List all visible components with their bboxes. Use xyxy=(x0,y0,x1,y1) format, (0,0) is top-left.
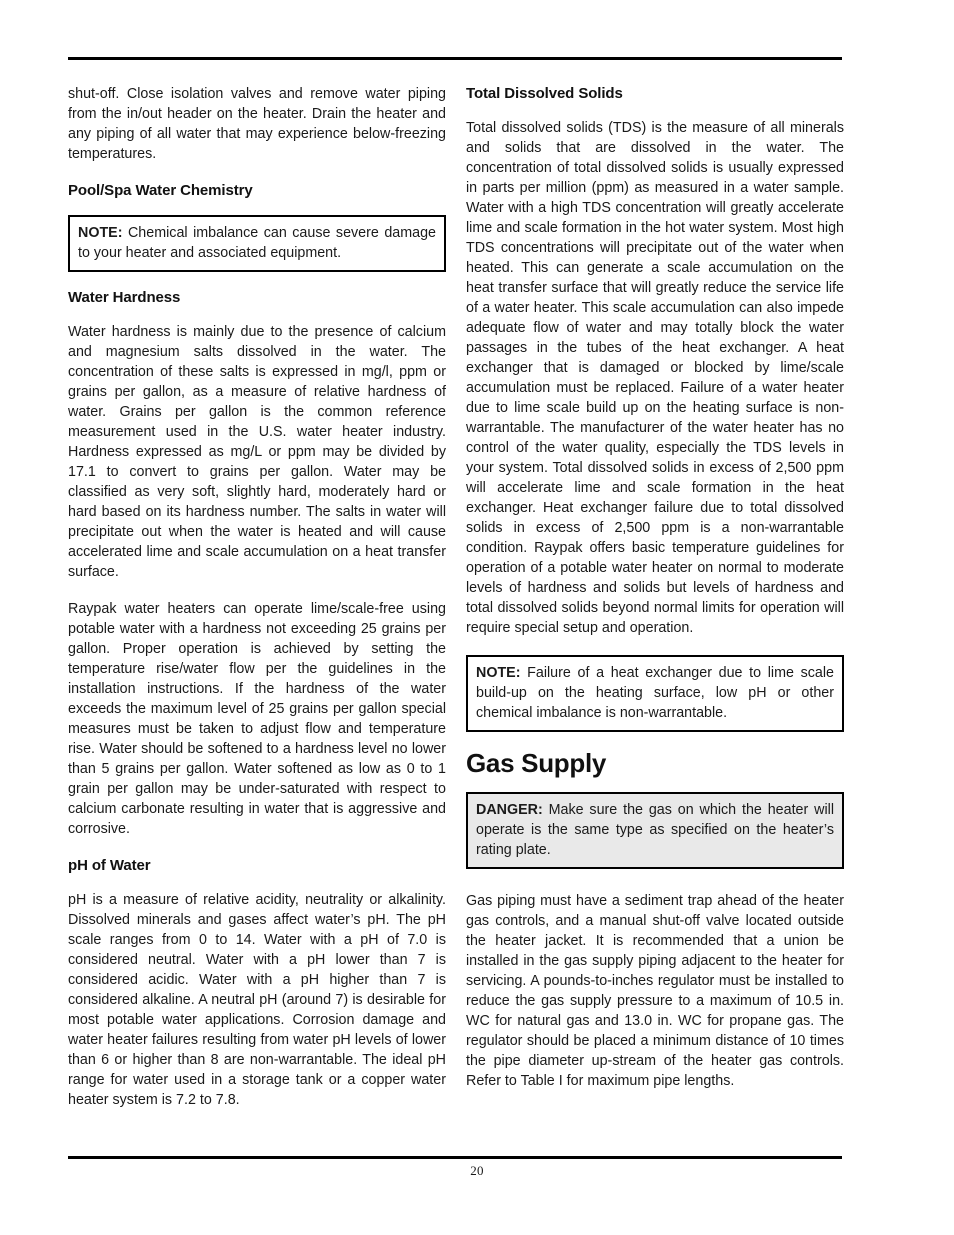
note-body: Chemical imbalance can cause severe damage to your heater and associated equipment. xyxy=(78,225,436,261)
heading-total-dissolved-solids: Total Dissolved Solids xyxy=(466,85,623,102)
heading-ph-of-water: pH of Water xyxy=(68,857,151,874)
header-rule xyxy=(68,57,842,60)
danger-keyword: DANGER: xyxy=(476,802,543,818)
note-keyword: NOTE: xyxy=(78,225,123,241)
paragraph-water-hardness-2: Raypak water heaters can operate lime/scale-free using potable water with a hardness not exceeding 25 grains per gallon. Proper operation is achieved by setting the temperature rise/water flow per the guidelines in the installation instructions. If the hardness of the water exceeds the maximum level of 25 grains per gallon special measures must be taken to adjust flow and temperature rise. Water should be softened to a hardness level no lower than 5 grains per gallon. Water softened as low as 0 to 1 grain per gallon may be under-saturated with respect to calcium carbonate resulting in water that is aggressive and corrosive. xyxy=(68,601,446,837)
note-chemical-imbalance xyxy=(68,215,446,272)
page-number: 20 xyxy=(470,1163,484,1178)
note-keyword: NOTE: xyxy=(476,665,521,681)
section-title-gas-supply: Gas Supply xyxy=(466,748,607,778)
footer-rule xyxy=(68,1156,842,1159)
danger-gas-type-text xyxy=(476,800,834,860)
left-column xyxy=(68,84,446,1110)
heading-water-hardness: Water Hardness xyxy=(68,289,181,306)
paragraph-total-dissolved-solids: Total dissolved solids (TDS) is the measure of all minerals and solids that are dissolved in the water. The concentration of total dissolved solids is usually expressed in parts per million (ppm) as measured in a water sample. Water with a high TDS concentration will greatly accelerate lime and scale formation in the hot water system. Most high TDS concentrations will precipitate out of the water when heated. This can generate a scale accumulation on the heat transfer surface that will greatly reduce the service life of a water heater. This scale accumulation can also impede adequate flow of water and may totally block the water passages in the tubes of the heat exchanger. A heat exchanger that is damaged or blocked by lime/scale accumulation must be replaced. Failure of a water heater due to lime scale build up on the heating surface is non-warrantable. The manufacturer of the water heater has no control of the water quality, especially the TDS levels in your system. Total dissolved solids in excess of 2,500 ppm will accelerate lime and scale formation in the heat exchanger. Heat exchanger failure due to total dissolved solids in excess of 2,500 ppm is a non-warrantable condition. Raypak offers basic temperature guidelines for operation of a potable water heater on normal to moderate levels of hardness and solids but levels of hardness and total dissolved solids beyond normal limits for operation will require special setup and operation. xyxy=(466,120,844,636)
danger-body: Make sure the gas on which the heater will operate is the same type as specified on the heater’s rating plate. xyxy=(476,802,834,858)
paragraph-shutoff: shut-off. Close isolation valves and remove water piping from the in/out header on the heater. Drain the heater and any piping of all water that may experience below-freezing temperatures. xyxy=(68,86,446,162)
danger-gas-type xyxy=(466,792,844,869)
note-body: Failure of a heat exchanger due to lime scale build-up on the heating surface, low pH or other chemical imbalance is non-warrantable. xyxy=(476,665,834,721)
paragraph-water-hardness-1: Water hardness is mainly due to the presence of calcium and magnesium salts dissolved in the water. The concentration of these salts is expressed in mg/l, ppm or grains per gallon, as a measure of relative hardness of water. Grains per gallon is the common reference measurement used in the U.S. water heater industry. Hardness expressed as mg/L or ppm may be divided by 17.1 to convert to grains per gallon. Water may be classified as very soft, slightly hard, moderately hard or hard based on its hardness number. The salts in water will precipitate out when the water is heated and will cause accelerated lime and scale accumulation on a heat transfer surface. xyxy=(68,324,446,580)
note-chemical-imbalance-text xyxy=(78,223,436,263)
heading-pool-spa-water-chemistry: Pool/Spa Water Chemistry xyxy=(68,182,253,199)
paragraph-gas-piping: Gas piping must have a sediment trap ahead of the heater gas controls, and a manual shut-off valve located outside the heater jacket. It is recommended that a union be installed in the gas supply piping adjacent to the heater for servicing. A pounds-to-inches regulator must be installed to reduce the gas supply pressure to a maximum of 10.5 in. WC for natural gas and 13.0 in. WC for propane gas. The regulator should be placed a minimum distance of 10 times the pipe diameter up-stream of the heater gas controls. Refer to Table I for maximum pipe lengths. xyxy=(466,893,844,1089)
right-column xyxy=(466,84,844,1091)
note-heat-exchanger-failure-text xyxy=(476,663,834,723)
note-heat-exchanger-failure xyxy=(466,655,844,732)
paragraph-ph-of-water: pH is a measure of relative acidity, neutrality or alkalinity. Dissolved minerals and gases affect water’s pH. The pH scale ranges from 0 to 14. Water with a pH of 7.0 is considered neutral. Water with a pH lower than 7 is considered acidic. Water with a pH higher than 7 is considered alkaline. A neutral pH (around 7) is desirable for most potable water applications. Corrosion damage and water heater failures resulting from water pH levels of lower than 6 or higher than 8 are non-warrantable. The ideal pH range for water used in a storage tank or a copper water heater system is 7.2 to 7.8. xyxy=(68,892,446,1108)
